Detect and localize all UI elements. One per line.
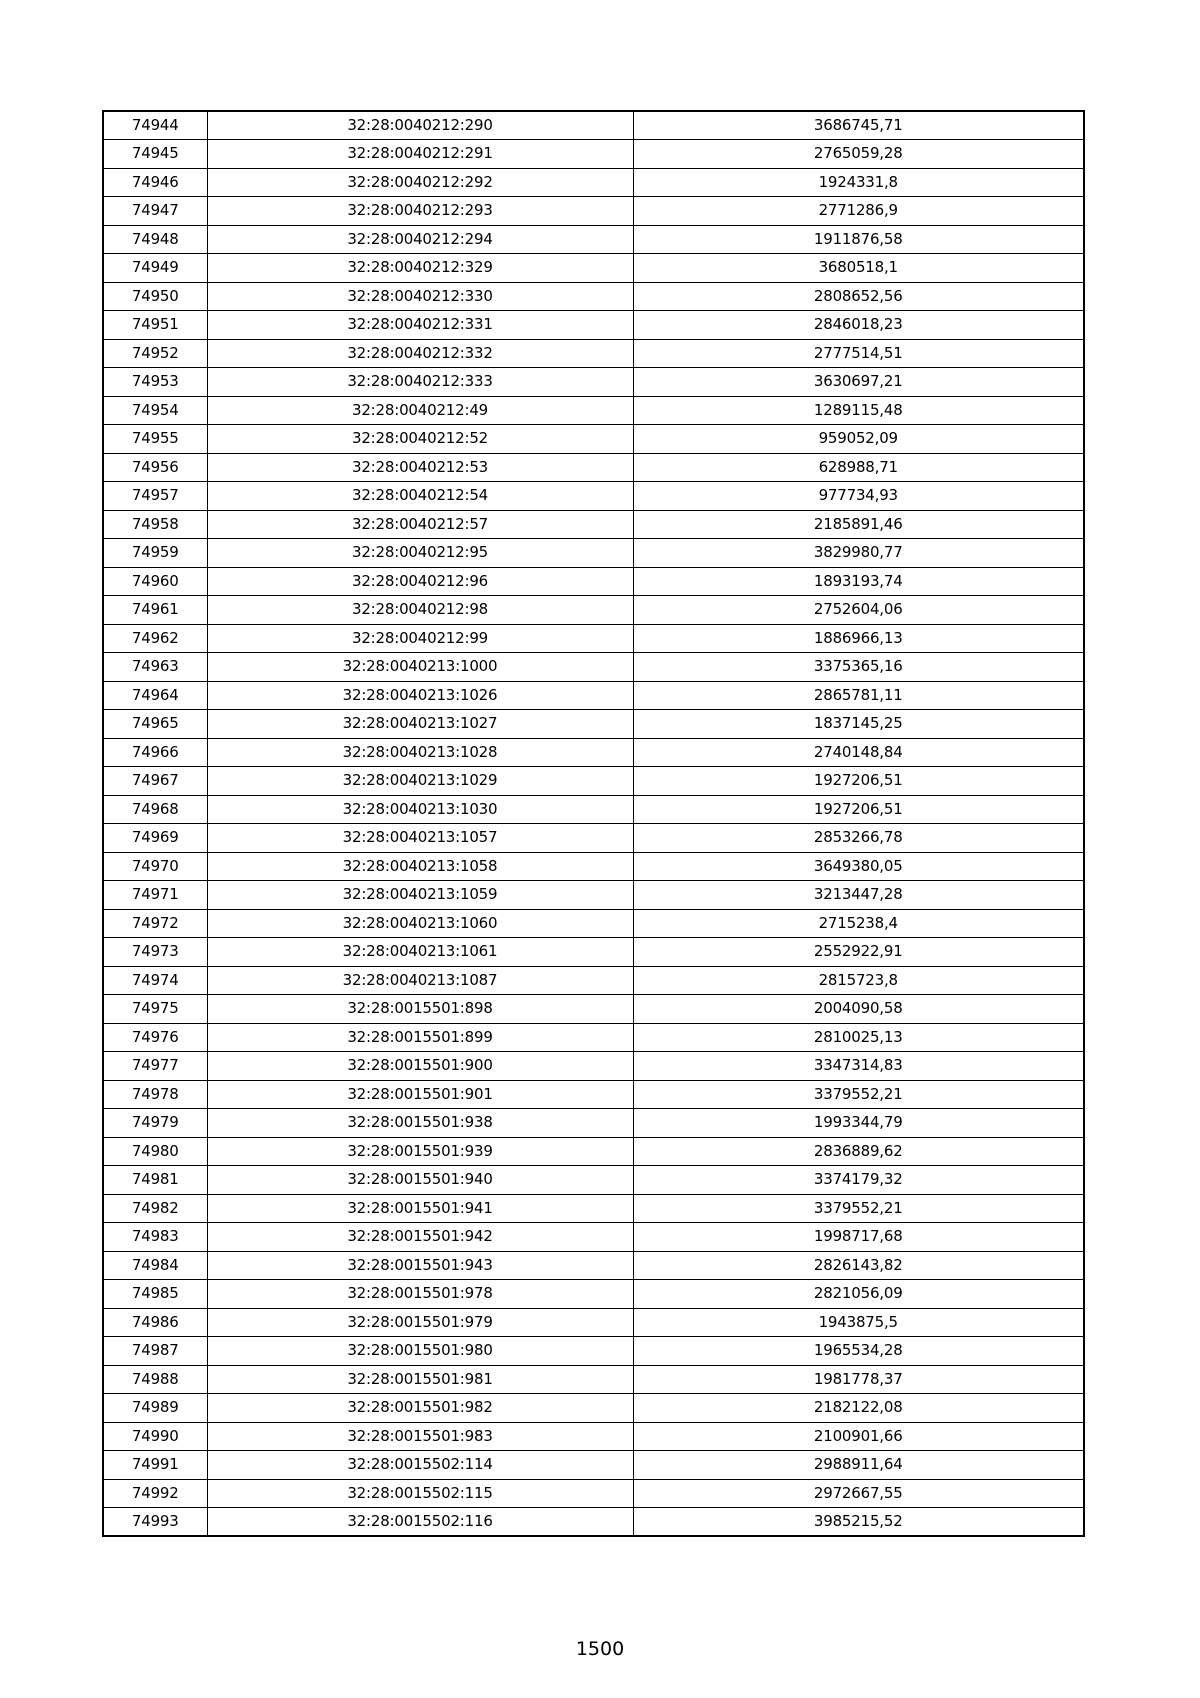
table-row <box>103 1280 1084 1309</box>
cadastral-value-cell: 1837145,25 <box>633 710 1084 739</box>
table-row <box>103 282 1084 311</box>
cadastral-number-cell: 32:28:0015501:943 <box>207 1251 633 1280</box>
cadastral-number-cell: 32:28:0040212:332 <box>207 339 633 368</box>
cadastral-number-cell: 32:28:0015501:938 <box>207 1109 633 1138</box>
cadastral-value-cell: 3374179,32 <box>633 1166 1084 1195</box>
cadastral-number-cell: 32:28:0015501:981 <box>207 1365 633 1394</box>
row-number-cell: 74968 <box>103 795 207 824</box>
cadastral-number-cell: 32:28:0040212:294 <box>207 225 633 254</box>
cadastral-value-cell: 2752604,06 <box>633 596 1084 625</box>
row-number-cell: 74988 <box>103 1365 207 1394</box>
cadastral-number-cell: 32:28:0040213:1087 <box>207 966 633 995</box>
cadastral-number-cell: 32:28:0040213:1029 <box>207 767 633 796</box>
table-row <box>103 938 1084 967</box>
table-row <box>103 1365 1084 1394</box>
row-number-cell: 74944 <box>103 111 207 140</box>
row-number-cell: 74958 <box>103 510 207 539</box>
row-number-cell: 74992 <box>103 1479 207 1508</box>
table-row <box>103 1422 1084 1451</box>
row-number-cell: 74971 <box>103 881 207 910</box>
table-row <box>103 624 1084 653</box>
table-row <box>103 966 1084 995</box>
cadastral-value-cell: 3379552,21 <box>633 1194 1084 1223</box>
cadastral-number-cell: 32:28:0015502:116 <box>207 1508 633 1537</box>
table-row <box>103 710 1084 739</box>
cadastral-value-cell: 2777514,51 <box>633 339 1084 368</box>
table-row <box>103 881 1084 910</box>
table-row <box>103 425 1084 454</box>
cadastral-number-cell: 32:28:0040213:1026 <box>207 681 633 710</box>
row-number-cell: 74956 <box>103 453 207 482</box>
cadastral-number-cell: 32:28:0040213:1061 <box>207 938 633 967</box>
cadastral-number-cell: 32:28:0040212:331 <box>207 311 633 340</box>
cadastral-value-cell: 977734,93 <box>633 482 1084 511</box>
cadastral-number-cell: 32:28:0040212:98 <box>207 596 633 625</box>
row-number-cell: 74982 <box>103 1194 207 1223</box>
cadastral-number-cell: 32:28:0040212:290 <box>207 111 633 140</box>
cadastral-value-cell: 3985215,52 <box>633 1508 1084 1537</box>
table-row <box>103 482 1084 511</box>
cadastral-value-cell: 2715238,4 <box>633 909 1084 938</box>
table-body <box>103 111 1084 1536</box>
cadastral-value-cell: 1993344,79 <box>633 1109 1084 1138</box>
row-number-cell: 74957 <box>103 482 207 511</box>
table-row <box>103 1223 1084 1252</box>
cadastral-value-cell: 1886966,13 <box>633 624 1084 653</box>
cadastral-number-cell: 32:28:0040212:291 <box>207 140 633 169</box>
row-number-cell: 74961 <box>103 596 207 625</box>
row-number-cell: 74950 <box>103 282 207 311</box>
cadastral-number-cell: 32:28:0040212:293 <box>207 197 633 226</box>
cadastral-value-cell: 1924331,8 <box>633 168 1084 197</box>
row-number-cell: 74963 <box>103 653 207 682</box>
row-number-cell: 74952 <box>103 339 207 368</box>
row-number-cell: 74955 <box>103 425 207 454</box>
cadastral-value-cell: 2865781,11 <box>633 681 1084 710</box>
table-row <box>103 1251 1084 1280</box>
cadastral-value-cell: 1965534,28 <box>633 1337 1084 1366</box>
cadastral-value-cell: 2988911,64 <box>633 1451 1084 1480</box>
cadastral-number-cell: 32:28:0040213:1000 <box>207 653 633 682</box>
row-number-cell: 74945 <box>103 140 207 169</box>
cadastral-value-cell: 2004090,58 <box>633 995 1084 1024</box>
table-row <box>103 197 1084 226</box>
row-number-cell: 74946 <box>103 168 207 197</box>
table-row <box>103 909 1084 938</box>
cadastral-value-cell: 2836889,62 <box>633 1137 1084 1166</box>
table-row <box>103 225 1084 254</box>
table-row <box>103 1308 1084 1337</box>
cadastral-value-cell: 2972667,55 <box>633 1479 1084 1508</box>
row-number-cell: 74949 <box>103 254 207 283</box>
cadastral-value-cell: 1943875,5 <box>633 1308 1084 1337</box>
table-row <box>103 1023 1084 1052</box>
row-number-cell: 74976 <box>103 1023 207 1052</box>
cadastral-value-cell: 1911876,58 <box>633 225 1084 254</box>
table-row <box>103 339 1084 368</box>
table-row <box>103 254 1084 283</box>
table-row <box>103 1109 1084 1138</box>
table-row <box>103 767 1084 796</box>
table-row <box>103 311 1084 340</box>
row-number-cell: 74979 <box>103 1109 207 1138</box>
table-row <box>103 1194 1084 1223</box>
row-number-cell: 74987 <box>103 1337 207 1366</box>
cadastral-value-cell: 2771286,9 <box>633 197 1084 226</box>
cadastral-value-table <box>102 110 1085 1537</box>
cadastral-number-cell: 32:28:0015501:941 <box>207 1194 633 1223</box>
row-number-cell: 74966 <box>103 738 207 767</box>
cadastral-value-cell: 3649380,05 <box>633 852 1084 881</box>
table-row <box>103 396 1084 425</box>
cadastral-number-cell: 32:28:0040212:52 <box>207 425 633 454</box>
row-number-cell: 74993 <box>103 1508 207 1537</box>
cadastral-number-cell: 32:28:0015501:901 <box>207 1080 633 1109</box>
table-row <box>103 995 1084 1024</box>
cadastral-value-cell: 1893193,74 <box>633 567 1084 596</box>
cadastral-value-cell: 2100901,66 <box>633 1422 1084 1451</box>
cadastral-number-cell: 32:28:0040212:292 <box>207 168 633 197</box>
cadastral-value-cell: 2808652,56 <box>633 282 1084 311</box>
cadastral-number-cell: 32:28:0015501:940 <box>207 1166 633 1195</box>
row-number-cell: 74964 <box>103 681 207 710</box>
cadastral-number-cell: 32:28:0040212:96 <box>207 567 633 596</box>
cadastral-value-cell: 3630697,21 <box>633 368 1084 397</box>
row-number-cell: 74967 <box>103 767 207 796</box>
table-row <box>103 1451 1084 1480</box>
row-number-cell: 74969 <box>103 824 207 853</box>
cadastral-number-cell: 32:28:0015501:900 <box>207 1052 633 1081</box>
table-row <box>103 539 1084 568</box>
table-row <box>103 653 1084 682</box>
cadastral-value-cell: 3347314,83 <box>633 1052 1084 1081</box>
cadastral-number-cell: 32:28:0015501:899 <box>207 1023 633 1052</box>
cadastral-value-cell: 2826143,82 <box>633 1251 1084 1280</box>
cadastral-value-cell: 1981778,37 <box>633 1365 1084 1394</box>
cadastral-number-cell: 32:28:0040212:99 <box>207 624 633 653</box>
cadastral-value-cell: 2810025,13 <box>633 1023 1084 1052</box>
table-row <box>103 111 1084 140</box>
row-number-cell: 74983 <box>103 1223 207 1252</box>
cadastral-number-cell: 32:28:0040213:1060 <box>207 909 633 938</box>
cadastral-value-cell: 2552922,91 <box>633 938 1084 967</box>
table-row <box>103 824 1084 853</box>
cadastral-number-cell: 32:28:0040212:95 <box>207 539 633 568</box>
table-row <box>103 1508 1084 1537</box>
cadastral-number-cell: 32:28:0040213:1058 <box>207 852 633 881</box>
cadastral-number-cell: 32:28:0015501:980 <box>207 1337 633 1366</box>
cadastral-value-cell: 1998717,68 <box>633 1223 1084 1252</box>
row-number-cell: 74975 <box>103 995 207 1024</box>
cadastral-value-cell: 2182122,08 <box>633 1394 1084 1423</box>
row-number-cell: 74972 <box>103 909 207 938</box>
row-number-cell: 74959 <box>103 539 207 568</box>
cadastral-number-cell: 32:28:0015501:979 <box>207 1308 633 1337</box>
cadastral-number-cell: 32:28:0015501:982 <box>207 1394 633 1423</box>
cadastral-number-cell: 32:28:0040213:1027 <box>207 710 633 739</box>
cadastral-value-cell: 1289115,48 <box>633 396 1084 425</box>
page-number: 1500 <box>575 1638 625 1660</box>
cadastral-value-cell: 3680518,1 <box>633 254 1084 283</box>
cadastral-value-cell: 2821056,09 <box>633 1280 1084 1309</box>
cadastral-value-cell: 2853266,78 <box>633 824 1084 853</box>
cadastral-value-cell: 2740148,84 <box>633 738 1084 767</box>
cadastral-number-cell: 32:28:0015501:939 <box>207 1137 633 1166</box>
row-number-cell: 74965 <box>103 710 207 739</box>
cadastral-value-cell: 628988,71 <box>633 453 1084 482</box>
cadastral-value-cell: 3375365,16 <box>633 653 1084 682</box>
cadastral-value-cell: 3213447,28 <box>633 881 1084 910</box>
row-number-cell: 74986 <box>103 1308 207 1337</box>
row-number-cell: 74978 <box>103 1080 207 1109</box>
table-row <box>103 168 1084 197</box>
table-row <box>103 1052 1084 1081</box>
row-number-cell: 74951 <box>103 311 207 340</box>
row-number-cell: 74970 <box>103 852 207 881</box>
row-number-cell: 74973 <box>103 938 207 967</box>
cadastral-number-cell: 32:28:0015501:978 <box>207 1280 633 1309</box>
row-number-cell: 74985 <box>103 1280 207 1309</box>
row-number-cell: 74947 <box>103 197 207 226</box>
row-number-cell: 74962 <box>103 624 207 653</box>
cadastral-number-cell: 32:28:0015502:114 <box>207 1451 633 1480</box>
cadastral-number-cell: 32:28:0040212:49 <box>207 396 633 425</box>
table-row <box>103 1337 1084 1366</box>
table-row <box>103 1394 1084 1423</box>
table-row <box>103 567 1084 596</box>
cadastral-number-cell: 32:28:0015502:115 <box>207 1479 633 1508</box>
cadastral-number-cell: 32:28:0015501:983 <box>207 1422 633 1451</box>
row-number-cell: 74953 <box>103 368 207 397</box>
cadastral-value-cell: 2846018,23 <box>633 311 1084 340</box>
table-row <box>103 1479 1084 1508</box>
cadastral-number-cell: 32:28:0015501:898 <box>207 995 633 1024</box>
cadastral-number-cell: 32:28:0040212:53 <box>207 453 633 482</box>
row-number-cell: 74980 <box>103 1137 207 1166</box>
cadastral-value-cell: 959052,09 <box>633 425 1084 454</box>
row-number-cell: 74991 <box>103 1451 207 1480</box>
cadastral-number-cell: 32:28:0040212:57 <box>207 510 633 539</box>
table-row <box>103 596 1084 625</box>
cadastral-number-cell: 32:28:0040213:1028 <box>207 738 633 767</box>
cadastral-value-cell: 3686745,71 <box>633 111 1084 140</box>
row-number-cell: 74954 <box>103 396 207 425</box>
row-number-cell: 74977 <box>103 1052 207 1081</box>
table-row <box>103 681 1084 710</box>
table-row <box>103 1080 1084 1109</box>
cadastral-value-cell: 2815723,8 <box>633 966 1084 995</box>
cadastral-number-cell: 32:28:0015501:942 <box>207 1223 633 1252</box>
table-row <box>103 368 1084 397</box>
cadastral-number-cell: 32:28:0040212:330 <box>207 282 633 311</box>
table-row <box>103 738 1084 767</box>
cadastral-value-cell: 3829980,77 <box>633 539 1084 568</box>
cadastral-number-cell: 32:28:0040213:1057 <box>207 824 633 853</box>
cadastral-number-cell: 32:28:0040212:333 <box>207 368 633 397</box>
row-number-cell: 74981 <box>103 1166 207 1195</box>
row-number-cell: 74990 <box>103 1422 207 1451</box>
cadastral-number-cell: 32:28:0040212:329 <box>207 254 633 283</box>
table-row <box>103 510 1084 539</box>
cadastral-number-cell: 32:28:0040213:1059 <box>207 881 633 910</box>
row-number-cell: 74960 <box>103 567 207 596</box>
cadastral-value-cell: 2765059,28 <box>633 140 1084 169</box>
row-number-cell: 74948 <box>103 225 207 254</box>
table-row <box>103 1166 1084 1195</box>
row-number-cell: 74974 <box>103 966 207 995</box>
row-number-cell: 74989 <box>103 1394 207 1423</box>
cadastral-number-cell: 32:28:0040213:1030 <box>207 795 633 824</box>
cadastral-value-cell: 1927206,51 <box>633 795 1084 824</box>
cadastral-number-cell: 32:28:0040212:54 <box>207 482 633 511</box>
table-row <box>103 852 1084 881</box>
cadastral-value-cell: 1927206,51 <box>633 767 1084 796</box>
cadastral-value-cell: 3379552,21 <box>633 1080 1084 1109</box>
table-row <box>103 453 1084 482</box>
row-number-cell: 74984 <box>103 1251 207 1280</box>
table-row <box>103 1137 1084 1166</box>
cadastral-value-cell: 2185891,46 <box>633 510 1084 539</box>
table-row <box>103 140 1084 169</box>
table-row <box>103 795 1084 824</box>
